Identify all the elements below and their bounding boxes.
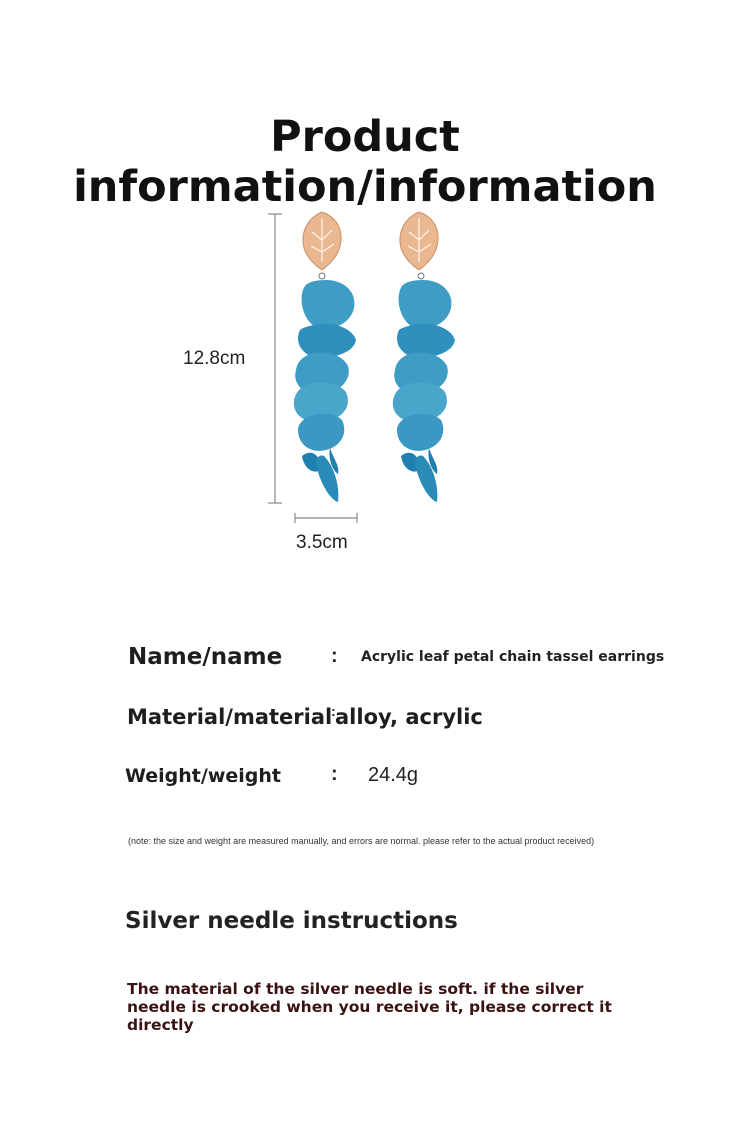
spec-name-value: Acrylic leaf petal chain tassel earrings	[361, 649, 665, 665]
height-dimension-label: 12.8cm	[183, 348, 246, 369]
spec-material-value: alloy, acrylic	[335, 705, 483, 729]
spec-material-label: Material/material	[127, 705, 333, 729]
spec-weight-colon: :	[331, 763, 338, 785]
spec-material-colon: :	[331, 703, 336, 719]
page-title: Product information/information	[73, 112, 657, 212]
spec-weight-label: Weight/weight	[125, 765, 281, 787]
spec-name-label: Name/name	[128, 644, 283, 670]
silver-needle-title: Silver needle instructions	[125, 908, 458, 934]
earring-left	[294, 212, 356, 502]
width-dimension-label: 3.5cm	[296, 532, 348, 553]
earring-right	[393, 212, 455, 502]
measurement-note: (note: the size and weight are measured manually, and errors are normal. please refer to the actual product received)	[128, 836, 595, 846]
spec-name-colon: :	[331, 645, 338, 667]
height-dimension-line	[268, 214, 282, 503]
silver-needle-text: The material of the silver needle is soft. if the silver needle is crooked when you receive it, please correct it directly	[127, 980, 612, 1034]
width-dimension-line	[295, 513, 357, 523]
spec-weight-value: 24.4g	[368, 764, 419, 786]
